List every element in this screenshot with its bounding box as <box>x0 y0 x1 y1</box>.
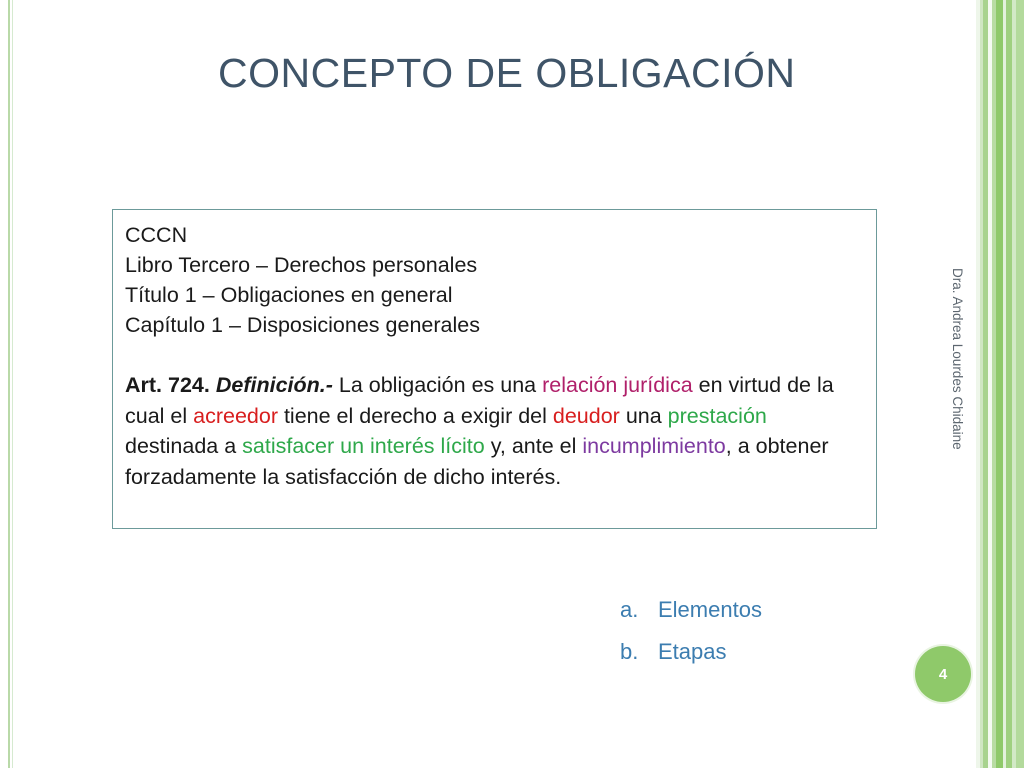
term-prestacion: prestación <box>667 403 767 428</box>
header-line-titulo: Título 1 – Obligaciones en general <box>125 283 453 307</box>
article-text-7: , a obtener forzadamente la satisfacción de dicho interés. <box>125 434 829 489</box>
article-definition-label: Definición.- <box>215 373 333 397</box>
term-satisfacer-interes: satisfacer un interés lícito <box>242 434 485 458</box>
definition-text-box <box>112 209 877 529</box>
list-item <box>620 597 762 639</box>
list-marker: b. <box>620 639 639 664</box>
term-incumplimiento: incumplimiento <box>582 434 726 458</box>
slide-title: CONCEPTO DE OBLIGACIÓN <box>218 50 796 96</box>
author-name: Dra. Andrea Lourdes Chidaine <box>950 268 965 450</box>
article-text-5: destinada a <box>125 434 243 458</box>
left-border-line <box>8 0 10 768</box>
list-item-label-elementos: Elementos <box>658 597 762 622</box>
header-line-capitulo: Capítulo 1 – Disposiciones generales <box>125 313 480 337</box>
term-relacion-juridica: relación jurídica <box>542 373 693 397</box>
page-number-badge: 4 <box>915 646 971 702</box>
article-text-1: La obligación es una <box>332 373 543 397</box>
article-text-6: y, ante el <box>484 434 583 458</box>
left-border-line-thin <box>12 0 13 768</box>
article-number: Art. 724. <box>125 373 210 397</box>
right-decorative-stripes <box>976 0 1024 768</box>
list-item-label-etapas: Etapas <box>658 639 727 664</box>
term-acreedor: acreedor <box>193 403 278 428</box>
topics-list <box>620 597 762 681</box>
article-text-3: tiene el derecho a exigir del <box>277 403 553 428</box>
article-paragraph <box>125 370 864 492</box>
header-line-libro: Libro Tercero – Derechos personales <box>125 253 478 277</box>
list-item <box>620 639 762 681</box>
author-vertical-label <box>940 268 980 508</box>
list-marker: a. <box>620 597 639 622</box>
header-line-cccn: CCCN <box>125 223 188 247</box>
term-deudor: deudor <box>552 403 620 428</box>
article-text-2: en virtud de la cual el <box>125 373 834 428</box>
article-text-4: una <box>619 403 668 428</box>
